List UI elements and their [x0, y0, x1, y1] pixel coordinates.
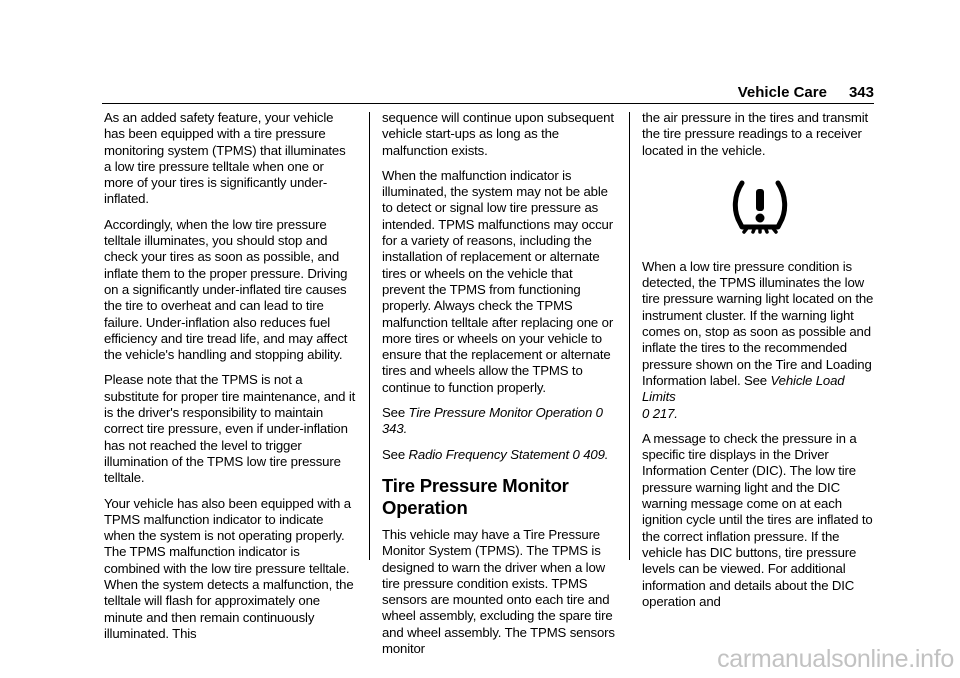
page-ref-icon: 0 [595, 405, 603, 421]
column-2 [382, 110, 616, 666]
column-1 [104, 110, 356, 651]
paragraph: When a low tire pressure condition is detected, the TPMS illuminates the low tire pressure warning light located on the instrument cluster. If the warning light comes on, stop as soon as possible and inflate the tires to the recommended pressure shown on the Tire and Loading Information label. See Vehicle Load Limits 0 217. [642, 258, 874, 421]
xref-link[interactable]: Tire Pressure Monitor Operation 0 343. [382, 405, 603, 437]
see-reference: See Tire Pressure Monitor Operation 0 343. [382, 405, 603, 437]
paragraph: This vehicle may have a Tire Pressure Monitor System (TPMS). The TPMS is designed to warn the driver when a low tire pressure condition exists. TPMS sensors are mounted onto each tire and wheel assembly, excluding the spare tire and wheel assembly. The TPMS sensors monitor [382, 526, 615, 657]
watermark: carmanualsonline.info [717, 645, 954, 673]
page-number: 343 [848, 84, 874, 101]
paragraph: Your vehicle has also been equipped with a TPMS malfunction indicator to indicate when the system is not operating properly. The TPMS malfunction indicator is combined with the low tire pressure telltale. When the system detects a malfunction, the telltale will flash for approximately one minute and then remain continuously illuminated. This [104, 495, 354, 641]
paragraph: A message to check the pressure in a specific tire displays in the Driver Information Center (DIC). The low tire pressure warning light and the DIC warning message come on at each ignition cycle until the tires are inflated to the correct inflation pressure. If the vehicle has DIC buttons, tire pressure levels can be viewed. For additional information and details about the DIC operation and [642, 430, 873, 609]
xref-link[interactable]: Vehicle Load Limits 0 217. [642, 372, 845, 421]
column-divider [369, 112, 370, 560]
paragraph: the air pressure in the tires and transmit the tire pressure readings to a receiver located in the vehicle. [642, 110, 869, 158]
header-rule [102, 103, 874, 104]
xref-link[interactable]: Radio Frequency Statement 0 409. [408, 446, 609, 462]
page-header [738, 84, 874, 101]
tire-pressure-warning-icon [642, 177, 878, 241]
column-divider [629, 112, 630, 560]
section-title: Vehicle Care [737, 84, 827, 101]
paragraph: When the malfunction indicator is illuminated, the system may not be able to detect or signal low tire pressure as intended. TPMS malfunctions may occur for a variety of reasons, including the installation of replacement or alternate tires or wheels on the vehicle that prevent the TPMS from functioning properly. Always check the TPMS malfunction telltale after replacing one or more tires or wheels on your vehicle to ensure that the replacement or alternate tires and wheels allow the TPMS to continue to function properly. [382, 167, 614, 395]
paragraph: As an added safety feature, your vehicle has been equipped with a tire pressure monitoring system (TPMS) that illuminates a low tire pressure telltale when one or more of your tires is significantly under-inflated. [104, 110, 346, 207]
section-heading: Tire Pressure Monitor Operation [382, 474, 569, 518]
paragraph: sequence will continue upon subsequent vehicle start-ups as long as the malfunction exists. [382, 110, 614, 158]
paragraph: Accordingly, when the low tire pressure telltale illuminates, you should stop and check your tires as soon as possible, and inflate them to the proper pressure. Driving on a significantly under-inflated tire causes the tire to overheat and can lead to tire failure. Under-inflation also reduces fuel efficiency and tire tread life, and may affect the vehicle's handling and stopping ability. [104, 216, 348, 363]
page-ref-icon: 0 [642, 405, 650, 421]
column-3 [642, 110, 878, 619]
page-ref-icon: 0 [572, 446, 580, 462]
see-reference: See Radio Frequency Statement 0 409. [382, 446, 609, 462]
paragraph: Please note that the TPMS is not a substitute for proper tire maintenance, and it is the driver's responsibility to maintain correct tire pressure, even if under-inflation has not reached the level to trigger illumination of the TPMS low tire pressure telltale. [104, 372, 356, 486]
